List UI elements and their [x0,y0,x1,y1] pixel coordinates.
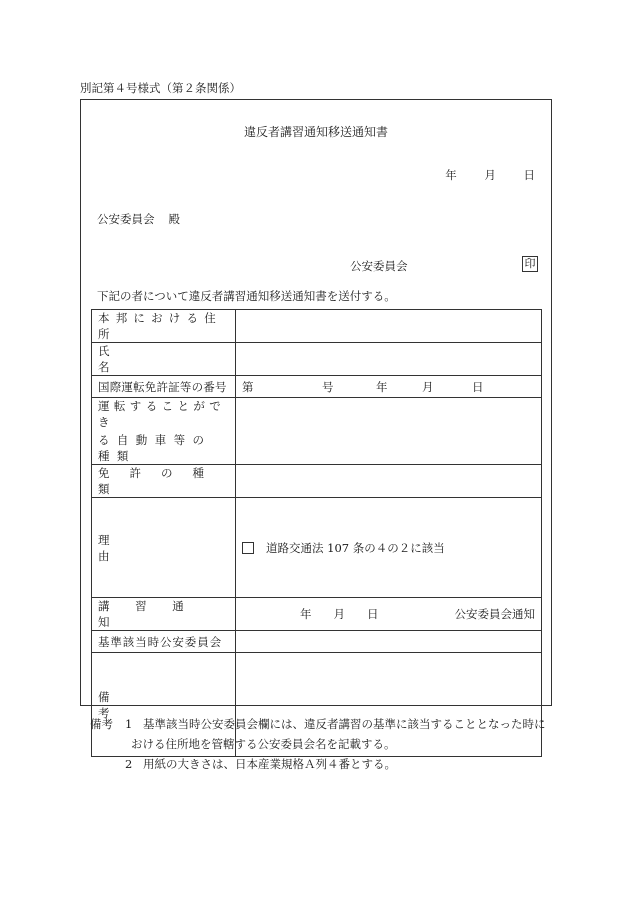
license-type-field[interactable] [236,465,542,498]
notice-org-label: 公安委員会通知 [454,607,535,621]
vehicle-types-label-line2: る自動車等の種類 [98,433,212,463]
license-number-month: 月 [422,379,434,394]
note-number: 1 [125,717,133,731]
notice-month-label: 月 [333,607,345,621]
form-frame [80,99,552,720]
notes-section [90,714,546,774]
seal-mark: 印 [522,256,538,272]
vehicle-types-label [92,398,236,465]
notice-label-text: 講習通知 [98,599,210,629]
table-row [92,598,542,631]
table-row [92,376,542,398]
date-day-label: 日 [523,168,535,182]
note-text-continued: おける住所地を管轄する公安委員会名を記載する。 [131,737,396,751]
vehicle-types-label-line1: 運転することができ [98,399,226,429]
issue-date [421,167,535,183]
vehicle-types-field[interactable] [236,398,542,465]
details-table [91,309,542,757]
note-number: 2 [125,757,133,771]
reason-label [92,498,236,598]
note-text: 基準該当時公安委員会欄には、違反者講習の基準に該当することとなった時に [143,717,546,731]
reason-checkbox[interactable] [242,542,254,554]
table-row [92,498,542,598]
sender-org: 公安委員会 [350,259,408,273]
notes-heading: 備考 [90,717,113,731]
license-number-label: 国際運転免許証等の番号 [92,376,236,398]
table-row [92,631,542,653]
commission-label: 基準該当時公安委員会 [92,631,236,653]
address-label [92,310,236,343]
name-label-text [98,343,229,375]
date-month-label: 月 [484,168,496,182]
notice-day-label: 日 [367,607,379,621]
table-row [92,310,542,343]
note-item [90,714,546,734]
reason-field [236,498,542,598]
address-label-text [98,310,229,342]
remarks-label-text: 備考 [98,689,212,720]
notice-label [92,598,236,631]
license-type-label [92,465,236,498]
name-field[interactable] [236,343,542,376]
license-number-year: 年 [376,379,388,394]
address-field[interactable] [236,310,542,343]
commission-field[interactable] [236,631,542,653]
license-number-field[interactable] [236,376,542,398]
notice-year-label: 年 [300,607,312,621]
name-label [92,343,236,376]
table-row [92,465,542,498]
reason-label-text: 理由 [98,532,212,563]
addressee [97,211,180,227]
note-text: 用紙の大きさは、日本産業規格Ａ列４番とする。 [143,757,396,771]
intro-text: 下記の者について違反者講習通知移送通知書を送付する。 [97,289,396,303]
document-title: 違反者講習通知移送通知書 [243,125,388,139]
notice-field[interactable] [236,598,542,631]
name-label-value: 氏名 [98,344,214,374]
reason-checkbox-label: 道路交通法 107 条の４の２に該当 [266,540,445,555]
table-row [92,398,542,465]
date-year-label: 年 [445,168,457,182]
note-item [90,754,546,774]
addressee-org: 公安委員会 [97,212,155,226]
license-number-day: 日 [472,379,484,394]
form-label: 別記第４号様式（第２条関係） [80,81,241,95]
table-row [92,343,542,376]
addressee-honorific: 殿 [168,212,180,226]
address-label-value: 本邦における住所 [98,311,222,341]
license-number-prefix: 第 [242,379,254,394]
license-number-suffix: 号 [322,379,334,394]
license-type-label-text: 免許の種類 [98,466,224,496]
